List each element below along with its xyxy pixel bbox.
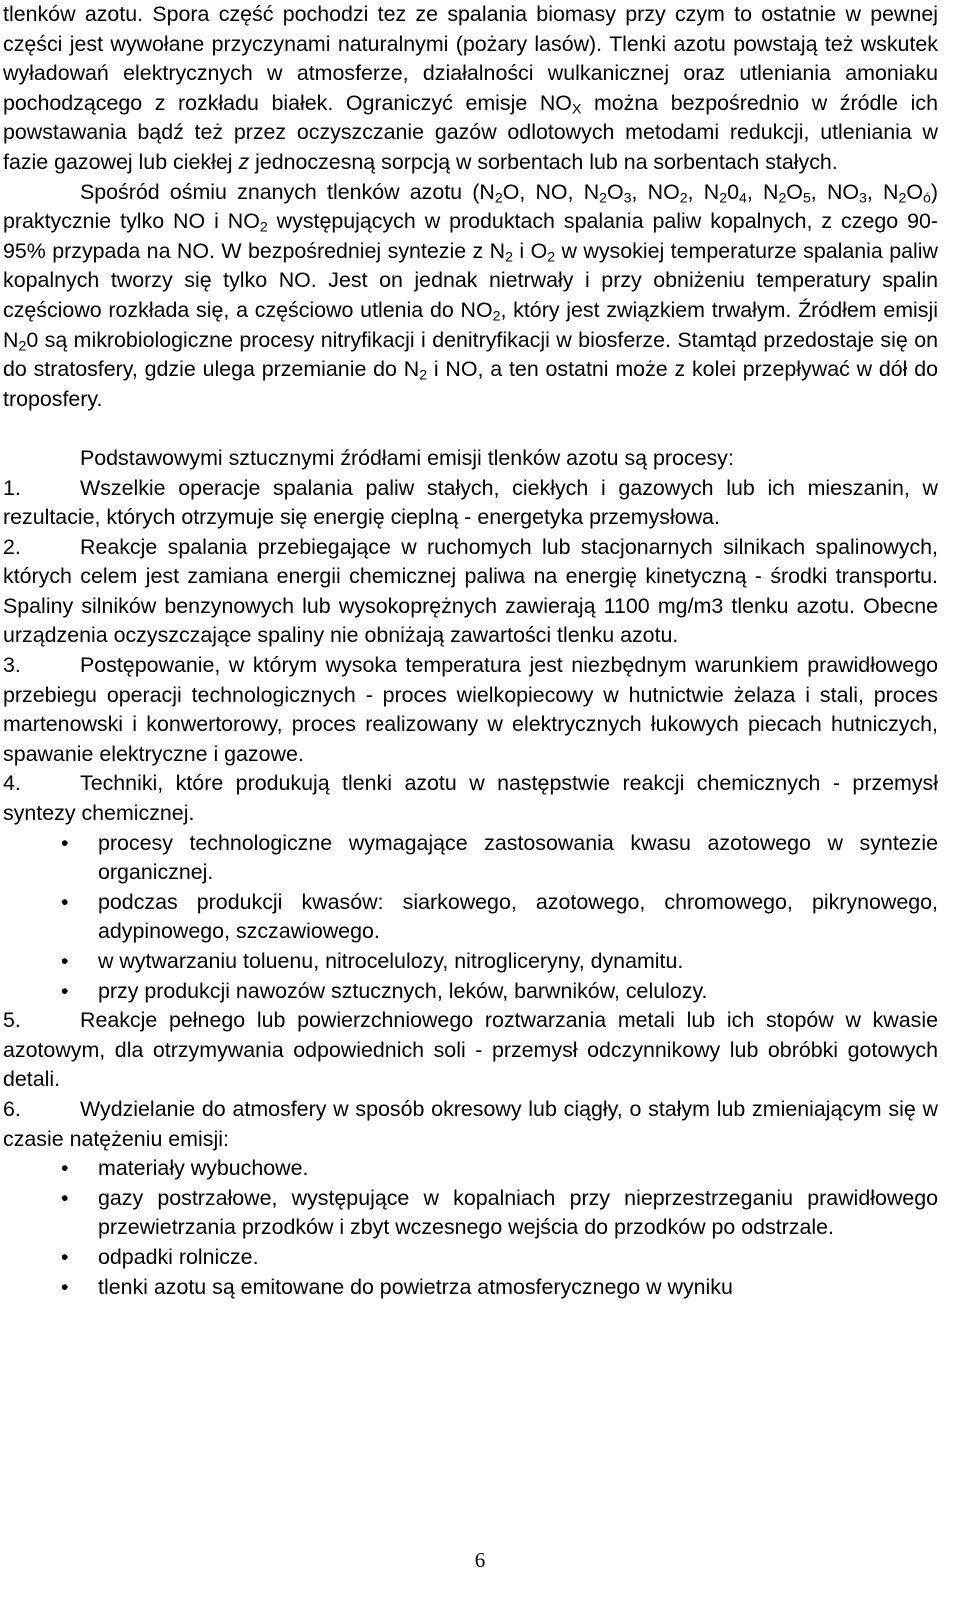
text-run: 0 xyxy=(727,179,739,204)
subscript: 2 xyxy=(505,248,513,265)
bullet-item xyxy=(3,888,938,947)
subscript: ó xyxy=(922,189,931,206)
item-text: Wydzielanie do atmosfery w sposób okresowy lub ciągły, o stałym lub zmieniającym się w czasie natężeniu emisji: xyxy=(3,1096,938,1151)
item-number: 5. xyxy=(3,1008,21,1033)
bullet-item xyxy=(3,1273,938,1303)
paragraph-nitrogen-oxides xyxy=(3,178,938,415)
subscript: 2 xyxy=(679,189,688,206)
bullet-text: podczas produkcji kwasów: siarkowego, azotowego, chromowego, pikrynowego, adypinowego, szczawiowego. xyxy=(98,889,938,944)
subscript: 4 xyxy=(738,189,747,206)
bullet-icon: • xyxy=(61,1156,69,1181)
text-run: jednoczesną sorpcją w sorbentach lub na sorbentach stałych. xyxy=(249,149,838,174)
item-text: Techniki, które produkują tlenki azotu w następstwie reakcji chemicznych - przemysł syntezy chemicznej. xyxy=(3,771,938,826)
bullet-icon: • xyxy=(61,830,69,855)
subscript: 2 xyxy=(18,337,27,354)
list-item-1 xyxy=(3,474,938,533)
text-run: występujących w produktach spalania paliw kopalnych, z czego 90-95% przypada na NO. W bezpośredniej syntezie z N xyxy=(3,209,938,263)
text-run: Spośród ośmiu znanych tlenków azotu (N xyxy=(80,179,495,204)
bullet-icon: • xyxy=(61,949,69,973)
item-number: 6. xyxy=(3,1096,21,1121)
bullet-icon: • xyxy=(61,1185,69,1210)
list-item-3 xyxy=(3,651,938,769)
bullet-item xyxy=(3,947,938,977)
text-run: , N xyxy=(746,179,779,204)
text-run: , który jest związkiem trwałym. Źródłem emisji N xyxy=(3,297,938,352)
text-run: , NO xyxy=(810,179,860,204)
bullet-item xyxy=(3,1154,938,1184)
item-number: 4. xyxy=(3,771,21,796)
bullet-list-emission xyxy=(3,1154,938,1302)
text-run: i O xyxy=(512,238,548,263)
item-text: Wszelkie operacje spalania paliw stałych, ciekłych i gazowych lub ich mieszanin, w rezultacie, których otrzymuje się energię cieplną - energetyka przemysłowa. xyxy=(3,475,938,530)
bullet-item xyxy=(3,829,938,888)
bullet-item xyxy=(3,1184,938,1243)
item-text: Reakcje pełnego lub powierzchniowego roztwarzania metali lub ich stopów w kwasie azotowym, dla otrzymywania odpowiednich soli - przemysł odczynnikowy lub obróbki gotowych detali. xyxy=(3,1008,938,1092)
paragraph-intro xyxy=(3,0,938,178)
item-text: Reakcje spalania przebiegające w ruchomych lub stacjonarnych silnikach spalinowych, których celem jest zamiana energii chemicznej paliwa na energię kinetyczną - środki transportu. Spaliny silników benzynowych lub wysokoprężnych zawierają 1100 mg/m3 tlenku azotu. Obecne urządzenia oczyszczające spaliny nie obniżają zawartości tlenku azotu. xyxy=(3,534,938,648)
bullet-list-chemical xyxy=(3,829,938,1007)
list-item-6 xyxy=(3,1095,938,1154)
bullet-item xyxy=(3,1243,938,1273)
list-item-4 xyxy=(3,769,938,828)
text-run: w wysokiej temperaturze spalania paliw kopalnych tworzy się tylko NO. Jest on jednak nietrwały i przy obniżeniu temperatury spalin częściowo rozkłada się, a częściowo utlenia do NO xyxy=(3,238,938,322)
subscript: 2 xyxy=(419,366,428,383)
bullet-item xyxy=(3,977,938,1007)
bullet-text: odpadki rolnicze. xyxy=(98,1244,259,1269)
list-intro: Podstawowymi sztucznymi źródłami emisji tlenków azotu są procesy: xyxy=(80,445,734,470)
subscript: X xyxy=(571,100,582,117)
text-run: i NO, a ten ostatni może z kolei przepływać w dół do troposfery. xyxy=(3,357,938,411)
text-run: O, NO, N xyxy=(502,179,600,204)
text-run: , N xyxy=(866,179,899,204)
text-run: tlenków azotu. Spora część pochodzi tez ze spalania biomasy przy czym to ostatnie w pewnej części jest wywołane przyczynami naturalnymi (pożary lasów). Tlenki azotu powstają też wskutek wyładowań elektrycznych w atmosferze, działalności wulkanicznej oraz utleniania amoniaku pochodzącego z rozkładu białek. Ograniczyć emisje NO xyxy=(3,2,938,115)
subscript: 2 xyxy=(898,189,907,206)
text-run: 0 są mikrobiologiczne procesy nitryfikacji i denitryfikacji w biosferze. Stamtąd przedostaje się on do stratosfery, gdzie ulega przemianie do N xyxy=(3,327,938,382)
subscript: 2 xyxy=(494,189,503,206)
text-run: O xyxy=(906,179,923,204)
item-number: 2. xyxy=(3,534,21,559)
bullet-text: w wytwarzaniu toluenu, nitrocelulozy, nitrogliceryny, dynamitu. xyxy=(98,949,684,973)
blank-line xyxy=(3,414,938,444)
subscript: 2 xyxy=(259,218,268,235)
subscript: 3 xyxy=(859,189,867,206)
list-item-5 xyxy=(3,1006,938,1095)
bullet-text: tlenki azotu są emitowane do powietrza atmosferycznego w wyniku xyxy=(98,1274,733,1299)
page-number: 6 xyxy=(474,1548,486,1572)
subscript: 5 xyxy=(802,189,811,206)
subscript: 2 xyxy=(547,248,556,265)
bullet-icon: • xyxy=(61,1274,69,1299)
item-number: 3. xyxy=(3,653,21,678)
text-run: , N xyxy=(687,179,720,204)
item-text: Postępowanie, w którym wysoka temperatura jest niezbędnym warunkiem prawidłowego przebiegu operacji technologicznych - proces wielkopiecowy w hutnictwie żelaza i stali, proces martenowski i konwertorowy, proces realizowany w elektrycznych łukowych piecach hutniczych, spawanie elektryczne i gazowe. xyxy=(3,653,938,766)
italic-text: z xyxy=(238,149,250,174)
subscript: 3 xyxy=(623,189,632,206)
bullet-text: przy produkcji nawozów sztucznych, leków, barwników, celulozy. xyxy=(98,978,708,1003)
subscript: 2 xyxy=(599,189,608,206)
bullet-icon: • xyxy=(61,1244,69,1269)
bullet-icon: • xyxy=(61,889,69,914)
item-number: 1. xyxy=(3,475,21,500)
text-run: ) praktycznie tylko NO i NO xyxy=(3,179,938,234)
subscript: 2 xyxy=(492,307,501,324)
bullet-icon: • xyxy=(61,978,69,1003)
subscript: 2 xyxy=(778,189,787,206)
text-run: można bezpośrednio w źródle ich powstawania bądź też przez oczyszczanie gazów odlotowych metodami redukcji, utleniania w fazie gazowej lub ciekłej xyxy=(3,90,938,174)
text-run: O xyxy=(607,179,624,204)
text-body xyxy=(3,0,938,1302)
bullet-text: gazy postrzałowe, występujące w kopalniach przy nieprzestrzeganiu prawidłowego przewietrzania przodków i zbyt wczesnego wejścia do przodków po odstrzale. xyxy=(98,1185,938,1240)
bullet-text: materiały wybuchowe. xyxy=(98,1156,309,1181)
subscript: 2 xyxy=(719,189,728,206)
text-run: , NO xyxy=(631,179,680,204)
bullet-text: procesy technologiczne wymagające zastosowania kwasu azotowego w syntezie organicznej. xyxy=(98,830,938,885)
text-run: O xyxy=(786,179,803,204)
list-item-2 xyxy=(3,533,938,651)
